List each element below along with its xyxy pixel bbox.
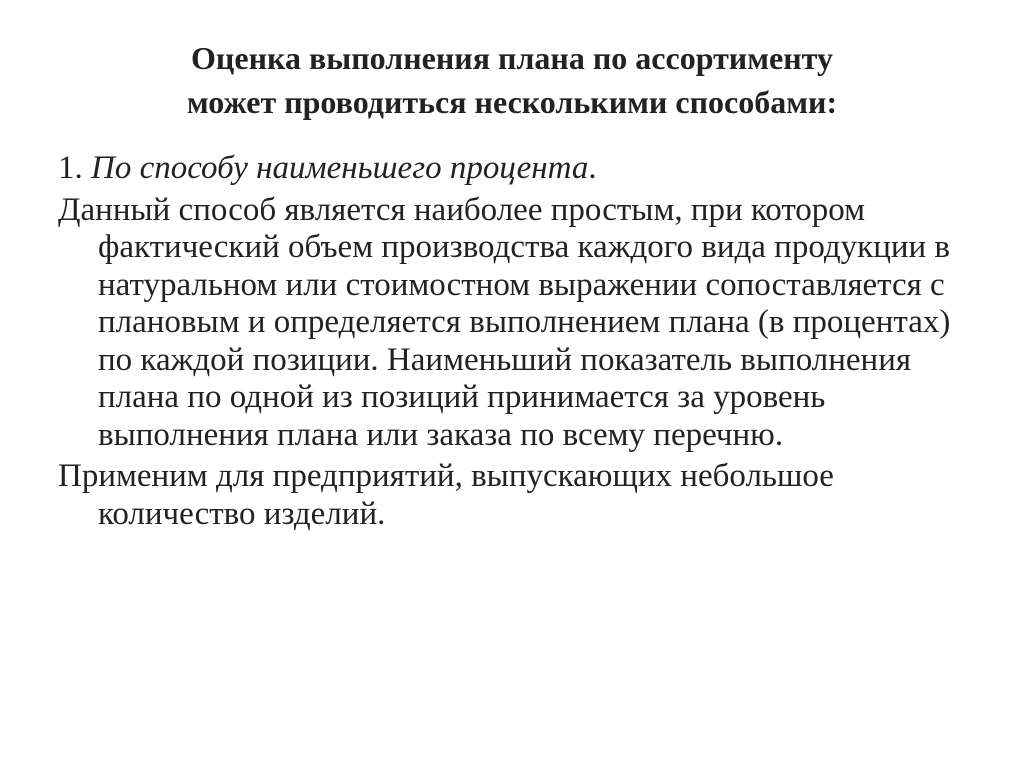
method-number: 1.	[58, 150, 83, 186]
slide-title	[40, 36, 984, 124]
method-applicability: Применим для предприятий, выпускающих небольшое количество изделий.	[58, 458, 834, 532]
title-line-1: Оценка выполнения плана по ассортименту	[191, 40, 833, 76]
slide-body	[58, 150, 978, 537]
method-heading-period: .	[588, 150, 597, 186]
method-heading	[58, 150, 978, 188]
method-description: Данный способ является наиболее простым, при котором фактический объем производства каждого вида продукции в натуральном или стоимостном выражении сопоставляется с плановым и определяется выполнением плана (в процентах) по каждой позиции. Наименьший показатель выполнения плана по одной из позиций принимается за уровень выполнения плана или заказа по всему перечню.	[58, 191, 951, 453]
title-line-2: может проводиться несколькими способами:	[186, 84, 838, 120]
method-name: По способу наименьшего процента	[91, 150, 589, 186]
